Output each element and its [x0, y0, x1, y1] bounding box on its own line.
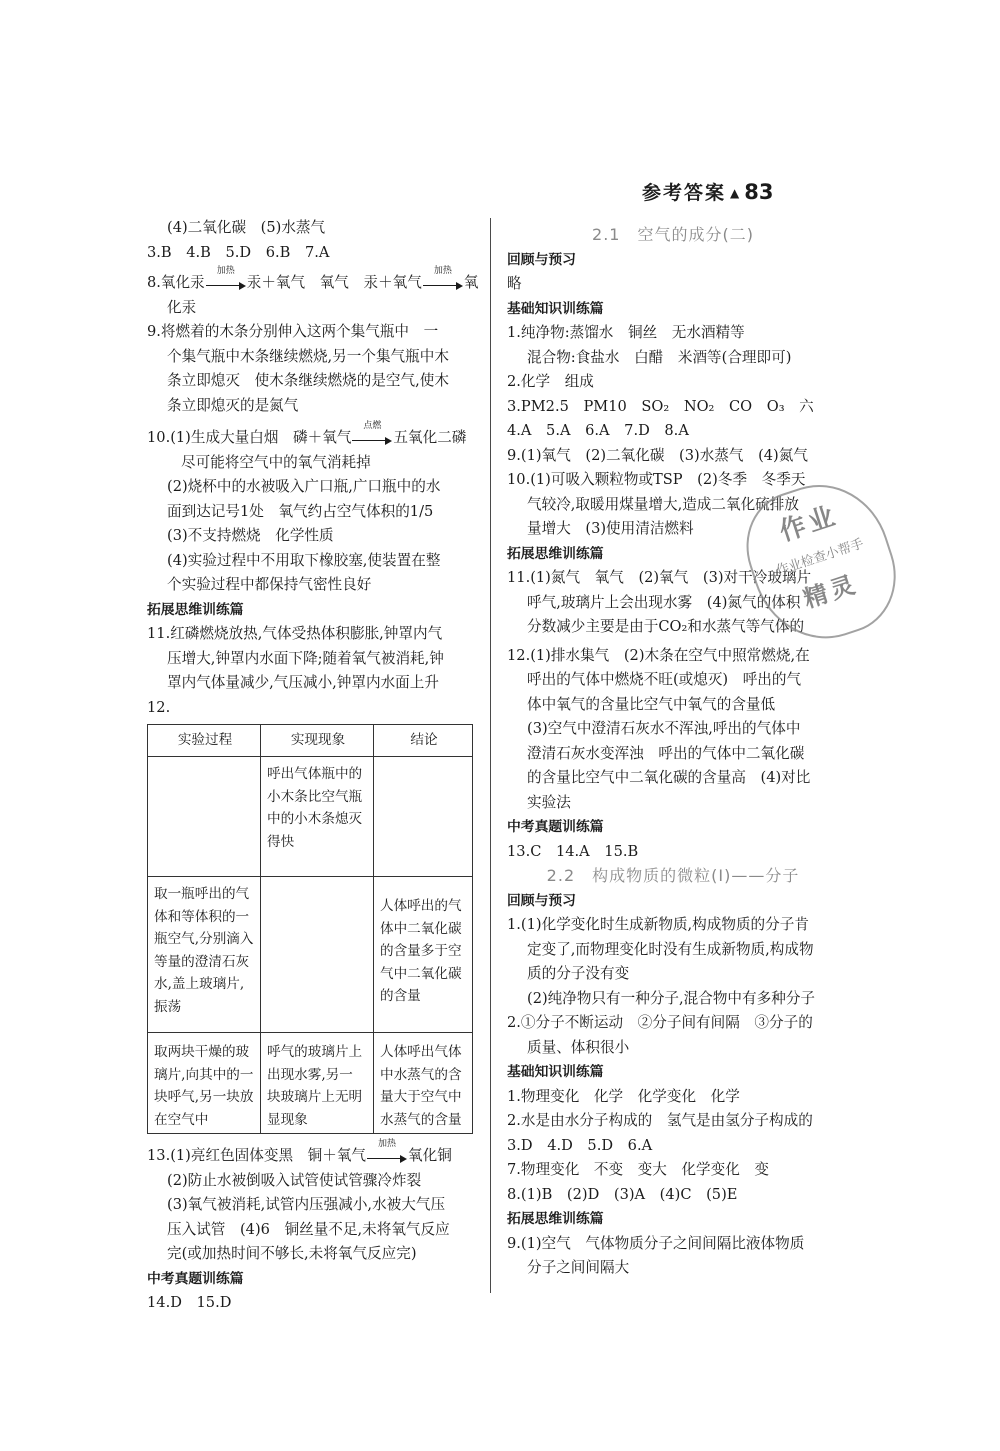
- answer-line: 呼出的气体中燃烧不旺(或熄灭) 呼出的气: [527, 671, 802, 688]
- reaction-arrow-icon: [423, 266, 463, 289]
- answer-line: 3.B 4.B 5.D 6.B 7.A: [147, 243, 330, 261]
- arrow-label: 加热: [433, 266, 452, 276]
- answer-line: 个集气瓶中木条继续燃烧,另一个集气瓶中木: [167, 347, 449, 365]
- answer-line: 1.(1)化学变化时生成新物质,构成物质的分子肯: [507, 916, 809, 933]
- answer-line: 量增大 (3)使用清洁燃料: [527, 520, 694, 537]
- arrow-label: 点燃: [363, 421, 382, 431]
- table-cell: 取两块干燥的玻 璃片,向其中的一 块呼气,另一块放 在空气中: [148, 1033, 261, 1134]
- table-cell: 人体呼出的气 体中二氧化碳 的含量多于空 气中二氧化碳 的含量: [374, 877, 473, 1033]
- answer-line: 14.D 15.D: [147, 1294, 232, 1311]
- answer-line: 尽可能将空气中的氧气消耗掉: [181, 453, 371, 471]
- q8-text-b: 汞＋氧气 氧气 汞＋氧气: [246, 274, 422, 291]
- answer-line: 个实验过程中都保持气密性良好: [167, 576, 372, 593]
- answer-line: 化汞: [167, 298, 197, 316]
- answer-line: 罩内气体量减少,气压减小,钟罩内水面上升: [167, 674, 439, 691]
- answer-line: 分子之间间隔大: [527, 1259, 630, 1276]
- answer-line: 3.PM2.5 PM10 SO₂ NO₂ CO O₃ 六: [507, 397, 814, 415]
- table-row: [148, 1033, 473, 1134]
- table-header: 实验过程: [148, 725, 261, 757]
- section-heading: 中考真题训练篇: [507, 819, 604, 835]
- answer-line: 定变了,而物理变化时没有生成新物质,构成物: [527, 940, 814, 958]
- section-heading: 基础知识训练篇: [507, 1064, 604, 1080]
- answer-line: 分数减少主要是由于CO₂和水蒸气等气体的: [527, 618, 805, 635]
- answer-line: 12.(1)排水集气 (2)木条在空气中照常燃烧,在: [507, 646, 810, 664]
- answer-line: 7.物理变化 不变 变大 化学变化 变: [507, 1161, 770, 1178]
- triangle-icon: ▲: [730, 186, 742, 200]
- section-heading: 基础知识训练篇: [507, 300, 604, 317]
- answer-line: (2)防止水被倒吸入试管使试管骤冷炸裂: [167, 1171, 422, 1189]
- experiment-table: [147, 724, 473, 1134]
- q10-text-b: 五氧化二磷: [393, 429, 467, 446]
- table-cell: [148, 757, 261, 877]
- stamp-text: 精灵: [800, 569, 863, 614]
- answer-line: 压增大,钟罩内水面下降;随着氧气被消耗,钟: [167, 649, 444, 667]
- table-cell: 取一瓶呼出的气 体和等体积的一 瓶空气,分别滴入 等量的澄清石灰 水,盖上玻璃片, 振荡: [148, 877, 261, 1033]
- answer-line: 2.化学 组成: [507, 373, 594, 390]
- answer-line: 面到达记号1处 氧气约占空气体积的1/5: [167, 502, 434, 520]
- section-heading: 中考真题训练篇: [147, 1270, 244, 1287]
- q8-text-a: 8.氧化汞: [147, 274, 205, 291]
- answer-q10: [147, 421, 480, 451]
- answer-line: 12.: [147, 698, 171, 716]
- reaction-arrow-icon: [367, 1139, 407, 1162]
- table-row: [148, 877, 473, 1033]
- left-column: [147, 216, 480, 1316]
- answer-line: 4.A 5.A 6.A 7.D 8.A: [507, 422, 689, 439]
- table-cell: [374, 757, 473, 877]
- answer-line: (2)烧杯中的水被吸入广口瓶,广口瓶中的水: [167, 478, 441, 495]
- table-cell: 人体呼出气体 中水蒸气的含 量大于空气中 水蒸气的含量: [374, 1033, 473, 1134]
- answer-q8: [147, 266, 480, 296]
- answer-line: (4)二氧化碳 (5)水蒸气: [167, 219, 326, 236]
- reaction-arrow-icon: [352, 421, 392, 444]
- table-row: [148, 757, 473, 877]
- answer-line: 8.(1)B (2)D (3)A (4)C (5)E: [507, 1185, 738, 1203]
- answer-line: (3)氧气被消耗,试管内压强减小,水被大气压: [167, 1196, 446, 1213]
- section-title: 2.1 空气的成分(二): [592, 225, 754, 244]
- answer-line: 略: [507, 275, 522, 292]
- answer-line: 完(或加热时间不够长,未将氧气反应完): [167, 1245, 417, 1262]
- answer-line: 质量、体积很小: [527, 1038, 630, 1056]
- answer-q13: [147, 1139, 480, 1169]
- answer-line: 实验法: [527, 793, 571, 811]
- answer-line: (4)实验过程中不用取下橡胶塞,使装置在整: [167, 551, 441, 569]
- table-cell: [261, 877, 374, 1033]
- answer-line: 气较冷,取暖用煤量增大,造成二氧化硫排放: [527, 495, 799, 513]
- stamp-text: 作业检查小帮手: [774, 536, 866, 579]
- answer-line: 1.物理变化 化学 化学变化 化学: [507, 1087, 740, 1105]
- answer-line: 9.(1)空气 气体物质分子之间间隔比液体物质: [507, 1234, 805, 1252]
- page-header: [642, 178, 773, 205]
- section-heading: 拓展思维训练篇: [507, 545, 604, 562]
- answer-line: 11.(1)氮气 氧气 (2)氧气 (3)对干冷玻璃片: [507, 569, 812, 586]
- answer-line: 1.纯净物:蒸馏水 铜丝 无水酒精等: [507, 324, 745, 341]
- answer-line: 9.将燃着的木条分别伸入这两个集气瓶中 一: [147, 323, 439, 340]
- column-divider: [490, 218, 491, 1293]
- section-title: 2.2 构成物质的微粒(Ⅰ)——分子: [546, 866, 800, 885]
- header-title: 参考答案: [642, 182, 727, 204]
- section-heading: 回顾与预习: [507, 251, 576, 268]
- answer-line: 2.水是由水分子构成的 氢气是由氢分子构成的: [507, 1112, 813, 1129]
- arrow-label: 加热: [216, 266, 235, 276]
- stamp-text: 作业: [775, 500, 843, 548]
- q10-text-a: 10.(1)生成大量白烟 磷＋氧气: [147, 429, 352, 446]
- answer-line: 体中氧气的含量比空气中氧气的含量低: [527, 695, 776, 713]
- answer-line: (2)纯净物只有一种分子,混合物中有多种分子: [527, 989, 816, 1007]
- answer-line: (3)空气中澄清石灰水不浑浊,呼出的气体中: [527, 720, 801, 737]
- answer-line: 压入试管 (4)6 铜丝量不足,未将氧气反应: [167, 1220, 450, 1238]
- answer-line: (3)不支持燃烧 化学性质: [167, 527, 334, 544]
- answer-line: 条立即熄灭 使木条继续燃烧的是空气,使木: [167, 372, 449, 389]
- answer-line: 3.D 4.D 5.D 6.A: [507, 1136, 653, 1154]
- q13-text-a: 13.(1)亮红色固体变黑 铜＋氧气: [147, 1147, 367, 1164]
- table-header-row: [148, 725, 473, 757]
- answer-line: 9.(1)氧气 (2)二氧化碳 (3)水蒸气 (4)氮气: [507, 446, 808, 464]
- answer-line: 2.①分子不断运动 ②分子间有间隔 ③分子的: [507, 1014, 813, 1031]
- table-header: 实现现象: [261, 725, 374, 757]
- page-number: 83: [744, 180, 774, 204]
- section-heading: 回顾与预习: [507, 892, 576, 909]
- q8-text-c: 氧: [463, 274, 479, 291]
- table-header: 结论: [374, 725, 473, 757]
- answer-line: 的含量比空气中二氧化碳的含量高 (4)对比: [527, 769, 811, 786]
- answer-line: 质的分子没有变: [527, 965, 630, 982]
- section-heading: 拓展思维训练篇: [147, 601, 244, 618]
- answer-line: 呼气,玻璃片上会出现水雾 (4)氮气的体积: [527, 593, 801, 611]
- answer-line: 11.红磷燃烧放热,气体受热体积膨胀,钟罩内气: [147, 625, 443, 642]
- reaction-arrow-icon: [206, 266, 246, 289]
- answer-line: 10.(1)可吸入颗粒物或TSP (2)冬季 冬季天: [507, 471, 806, 488]
- answer-line: 条立即熄灭的是氮气: [167, 396, 299, 414]
- answer-line: 澄清石灰水变浑浊 呼出的气体中二氧化碳: [527, 744, 805, 762]
- right-column: [507, 223, 839, 1281]
- section-heading: 拓展思维训练篇: [507, 1211, 604, 1227]
- q13-text-b: 氧化铜: [408, 1147, 452, 1164]
- table-cell: 呼气的玻璃片上 出现水雾,另一 块玻璃片上无明 显现象: [261, 1033, 374, 1134]
- answer-line: 混合物:食盐水 白醋 米酒等(合理即可): [527, 348, 792, 366]
- arrow-label: 加热: [378, 1139, 397, 1149]
- answer-line: 13.C 14.A 15.B: [507, 842, 639, 860]
- table-cell: 呼出气体瓶中的 小木条比空气瓶 中的小木条熄灭 得快: [261, 757, 374, 877]
